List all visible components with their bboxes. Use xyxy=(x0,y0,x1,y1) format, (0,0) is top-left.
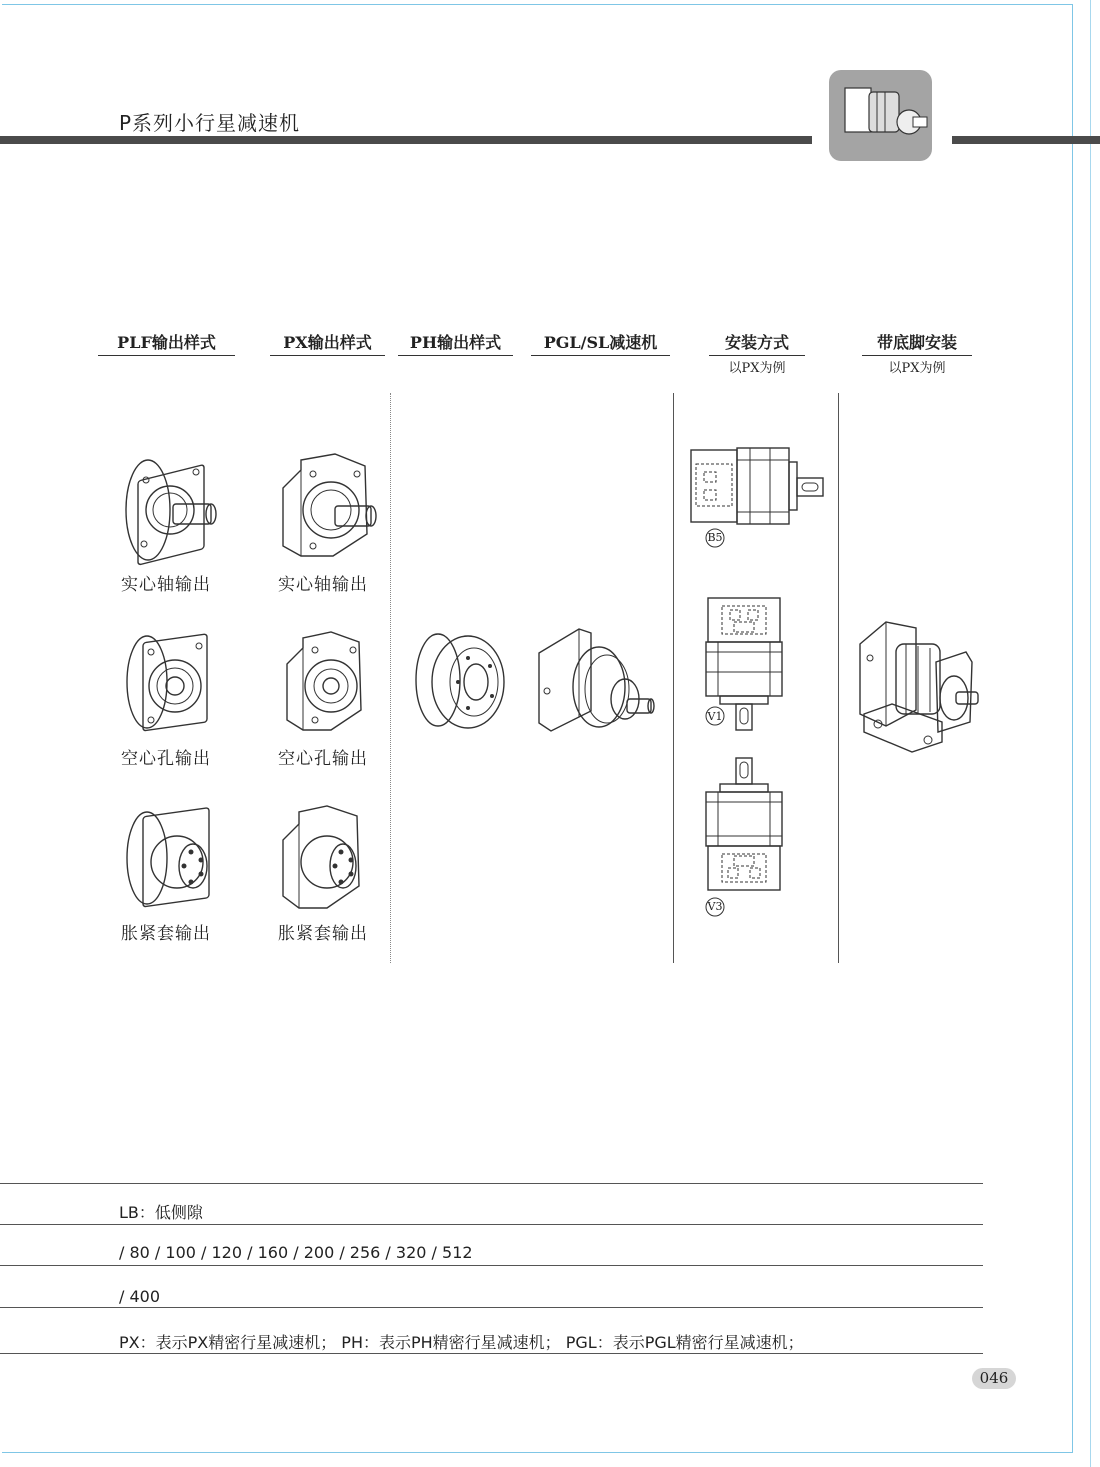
divider-2 xyxy=(838,393,839,963)
px-caption-solid: 实心轴输出 xyxy=(278,575,368,595)
px-hollow-bore-drawing xyxy=(283,630,365,732)
note-rule-1 xyxy=(0,1183,983,1184)
plf-caption-hollow: 空心孔输出 xyxy=(121,749,211,769)
mount-b5-label: B5 xyxy=(707,531,723,544)
col-header-ph: PH输出样式 xyxy=(398,330,513,356)
note-sizes: / 80 / 100 / 120 / 160 / 200 / 256 / 320 / 512 xyxy=(119,1243,473,1262)
note-series-legend: PX：表示PX精密行星减速机； PH：表示PH精密行星减速机； PGL：表示PGL精密行星减速机； xyxy=(119,1333,804,1352)
note-rule-2 xyxy=(0,1224,983,1225)
note-lb: LB：低侧隙 xyxy=(119,1203,203,1222)
pgl-gearbox-drawing xyxy=(535,627,655,742)
mount-v1-label: V1 xyxy=(707,710,723,723)
px-solid-shaft-drawing xyxy=(273,452,381,562)
mount-v3-label: V3 xyxy=(707,900,723,913)
col-header-pgl: PGL/SL减速机 xyxy=(531,330,670,356)
plf-caption-shrink: 胀紧套输出 xyxy=(121,924,211,944)
col-header-px: PX输出样式 xyxy=(270,330,385,356)
col-header-plf: PLF输出样式 xyxy=(98,330,235,356)
px-caption-hollow: 空心孔输出 xyxy=(278,749,368,769)
note-rule-3 xyxy=(0,1265,983,1266)
divider-1 xyxy=(673,393,674,963)
note-size-400: / 400 xyxy=(119,1287,161,1306)
page-edge xyxy=(1090,0,1091,1467)
note-rule-5 xyxy=(0,1353,983,1354)
divider-dotted xyxy=(390,393,391,963)
col-header-mounting: 安装方式 xyxy=(709,330,805,356)
plf-solid-shaft-drawing xyxy=(118,452,218,564)
foot-mount-drawing xyxy=(856,618,984,754)
plf-shrink-disk-drawing xyxy=(121,804,213,910)
gearbox-thumbnail-icon xyxy=(829,70,932,161)
col-sub-foot: 以PX为例 xyxy=(888,361,946,376)
page-title: P系列小行星减速机 xyxy=(119,111,301,135)
page-number: 046 xyxy=(972,1368,1016,1389)
note-rule-4 xyxy=(0,1307,983,1308)
plf-hollow-bore-drawing xyxy=(121,628,211,733)
col-sub-mounting: 以PX为例 xyxy=(728,361,786,376)
col-header-foot: 带底脚安装 xyxy=(862,330,972,356)
px-shrink-disk-drawing xyxy=(279,804,363,910)
plf-caption-solid: 实心轴输出 xyxy=(121,575,211,595)
gearbox-thumbnail xyxy=(829,70,932,161)
title-rule-right xyxy=(952,136,1100,144)
mount-v3-drawing xyxy=(700,756,790,920)
ph-gearbox-drawing xyxy=(408,632,508,732)
px-caption-shrink: 胀紧套输出 xyxy=(278,924,368,944)
title-rule-left xyxy=(0,136,812,144)
